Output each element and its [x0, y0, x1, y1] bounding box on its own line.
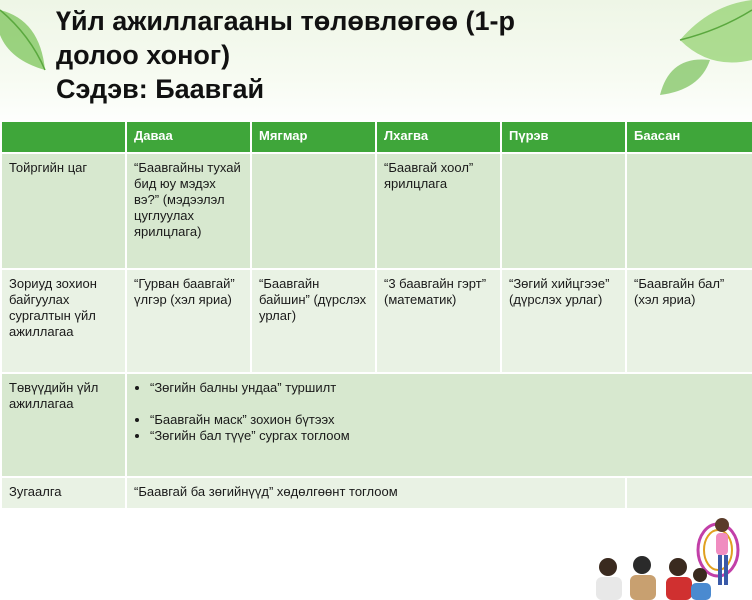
header-cell: Лхагва — [376, 121, 501, 153]
list-item: • “Зөгийн балны ундаа” туршилт — [150, 380, 745, 396]
row-label: Тойргийн цаг — [1, 153, 126, 269]
header-cell: Баасан — [626, 121, 752, 153]
row-label: Төвүүдийн үйл ажиллагаа — [1, 373, 126, 477]
title-line-3: Сэдэв: Баавгай — [56, 74, 265, 104]
table-cell: “Баавгайн байшин” (дүрслэх урлаг) — [251, 269, 376, 373]
header-cell — [1, 121, 126, 153]
table-cell: “3 баавгайн гэрт” (математик) — [376, 269, 501, 373]
table-cell — [501, 153, 626, 269]
table-row — [1, 153, 752, 269]
title-line-2: долоо хоног) — [56, 40, 231, 70]
weekly-plan-table — [0, 120, 752, 510]
header-cell: Даваа — [126, 121, 251, 153]
table-cell: “Зөгий хийцгээе” (дүрслэх урлаг) — [501, 269, 626, 373]
leaf-top-left-icon — [0, 0, 60, 80]
list-item: • “Баавгайн маск” зохион бүтээх — [150, 412, 745, 428]
activities-cell — [126, 373, 752, 477]
table-row — [1, 269, 752, 373]
title-line-1: Үйл ажиллагааны төлөвлөгөө (1-р — [56, 6, 515, 36]
table-cell: “Баавгай хоол” ярилцлага — [376, 153, 501, 269]
table-cell — [251, 153, 376, 269]
table-cell — [626, 153, 752, 269]
list-item: • “Зөгийн бал түүе” сургах тоглоом — [150, 428, 745, 444]
table-header-row — [1, 121, 752, 153]
row-label: Зугаалга — [1, 477, 126, 509]
family-photo-icon — [580, 505, 752, 600]
header-cell: Пүрэв — [501, 121, 626, 153]
row-label: Зориуд зохион байгуулах сургалтын үйл ажиллагаа — [1, 269, 126, 373]
table-cell: “Баавгай ба зөгийнүүд” хөдөлгөөнт тоглоом — [126, 477, 626, 509]
table-row — [1, 373, 752, 477]
table-cell: “Гурван баавгай” үлгэр (хэл яриа) — [126, 269, 251, 373]
table-cell: “Баавгайн бал” (хэл яриа) — [626, 269, 752, 373]
slide-title — [56, 4, 696, 106]
table-cell: “Баавгайны тухай бид юу мэдэх вэ?” (мэдээлэл цуглуулах ярилцлага) — [126, 153, 251, 269]
activities-list — [134, 380, 745, 444]
header-cell: Мягмар — [251, 121, 376, 153]
